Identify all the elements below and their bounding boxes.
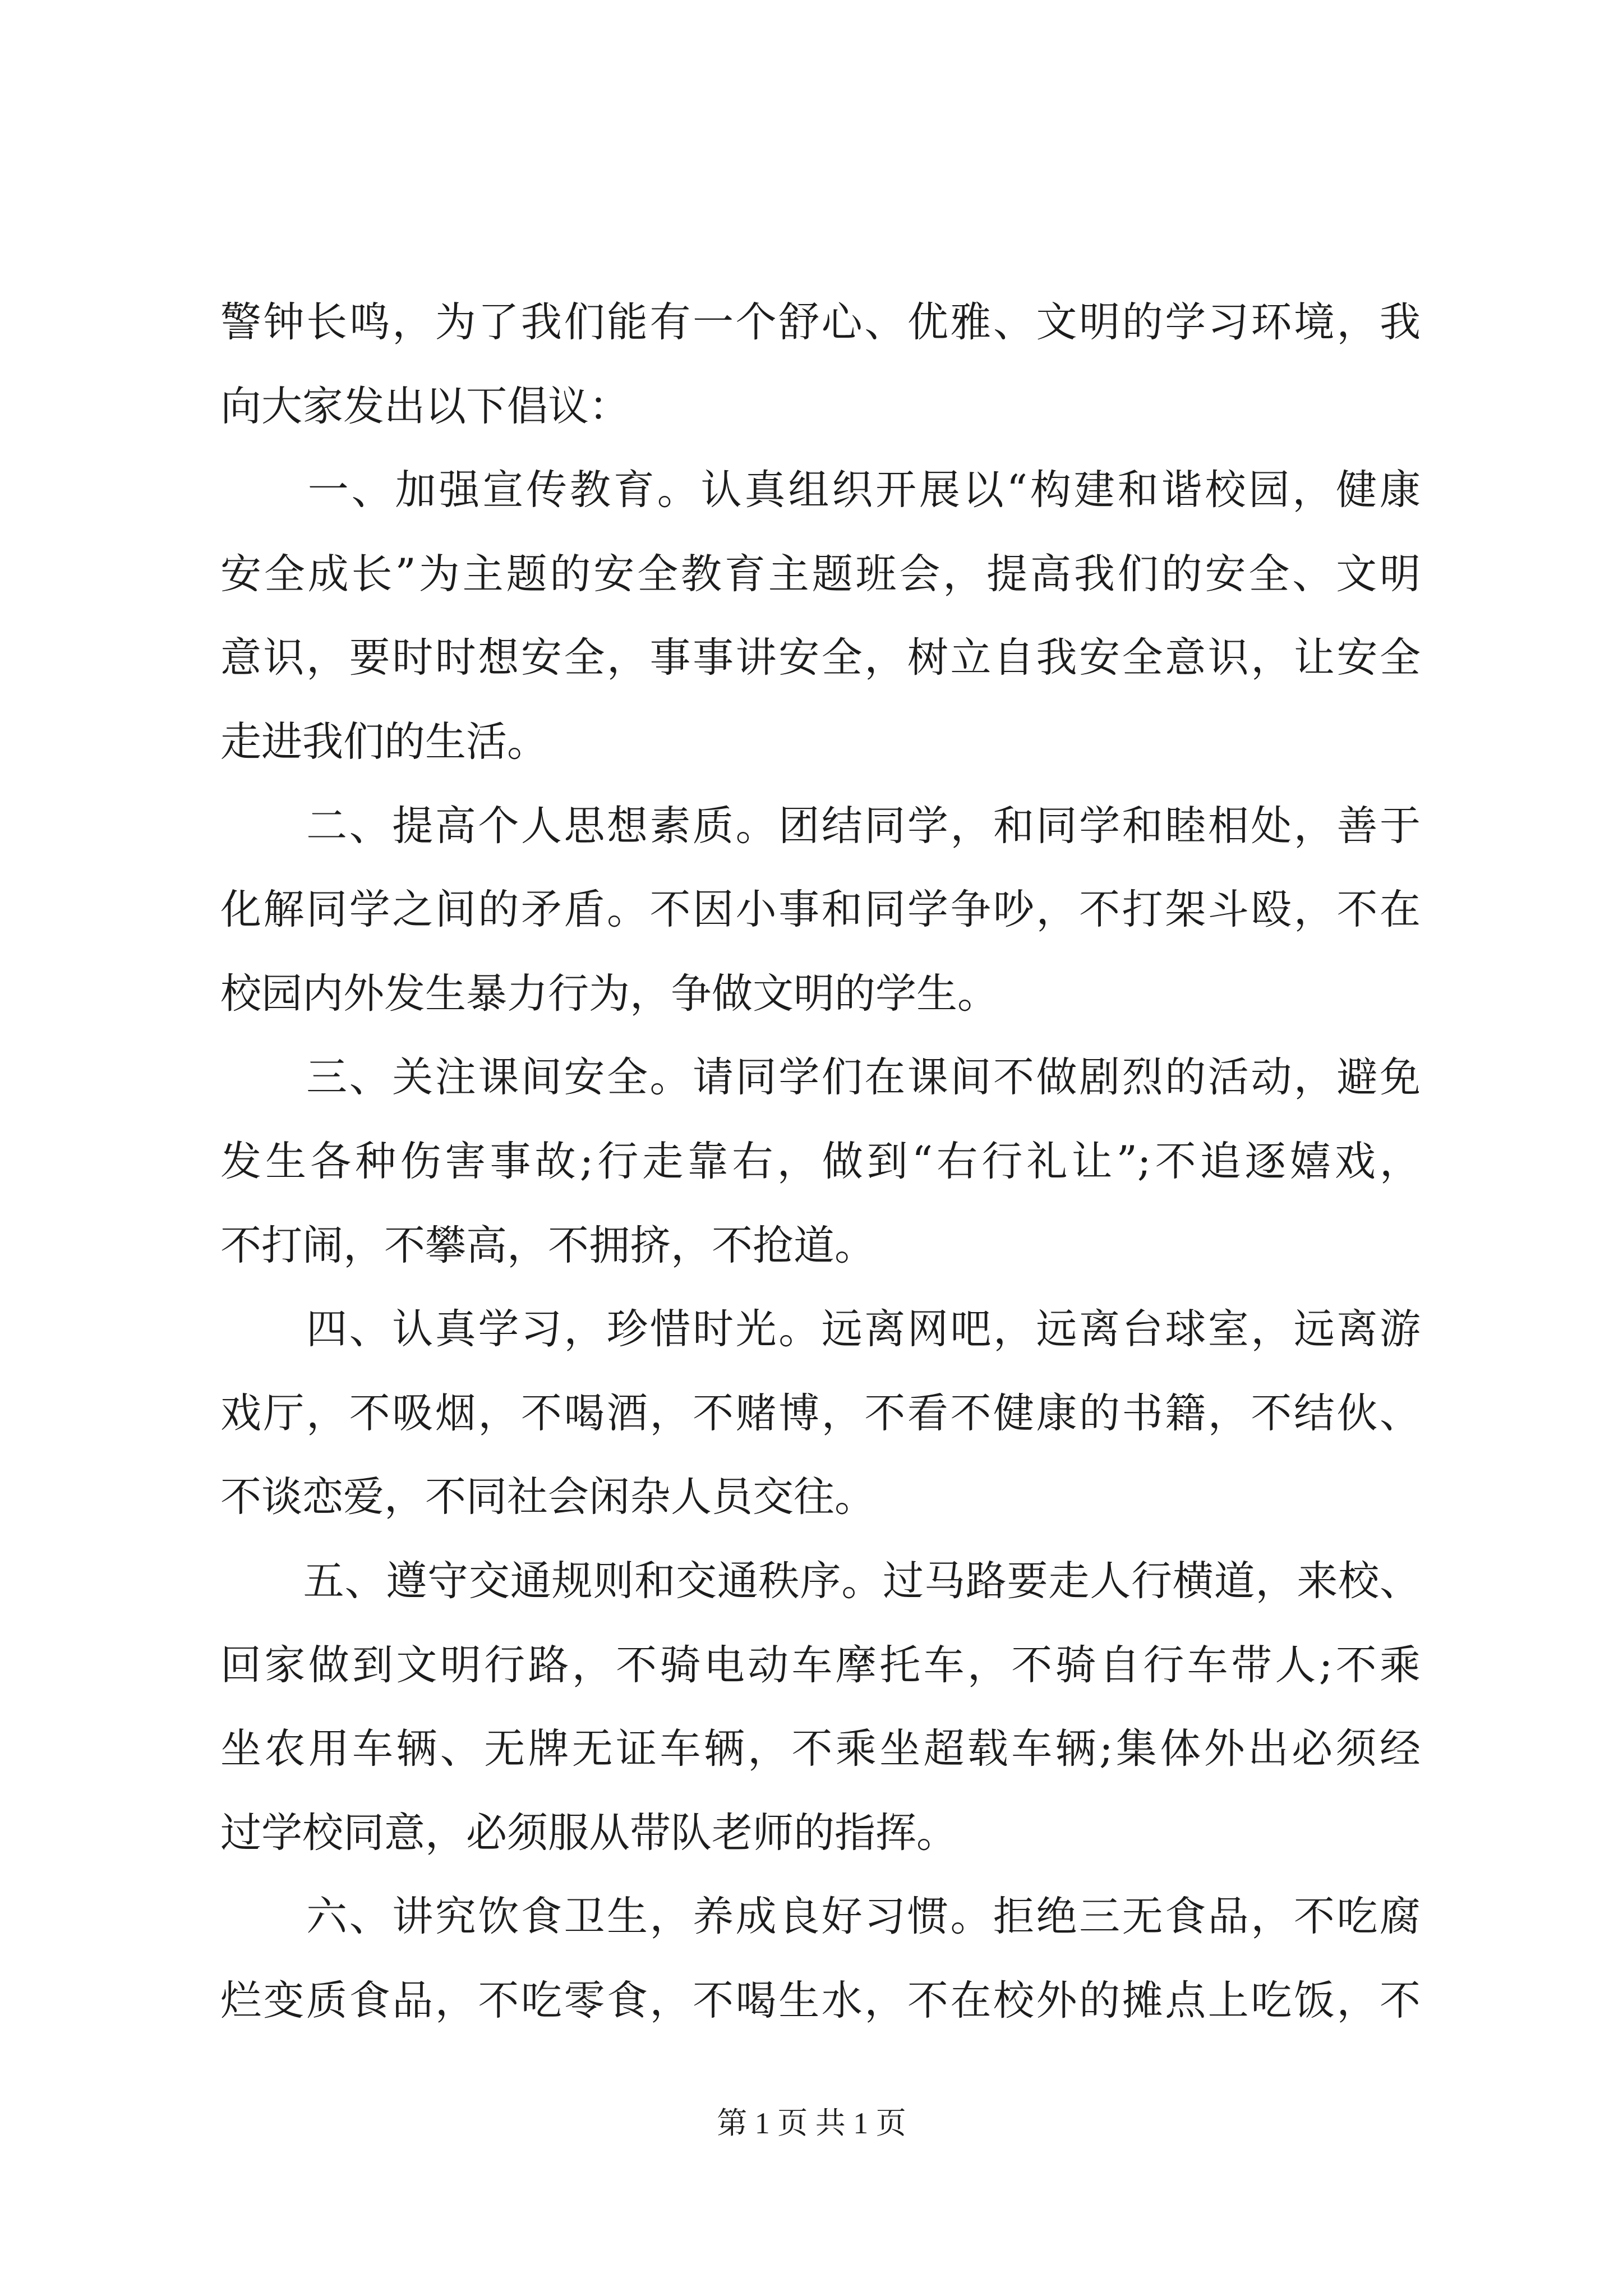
body-text-line: 警钟长鸣，为了我们能有一个舒心、优雅、文明的学习环境，我: [220, 298, 1421, 346]
body-text-line: 三、关注课间安全。请同学们在课间不做剧烈的活动，避免: [220, 1053, 1421, 1101]
body-text-line: 烂变质食品，不吃零食，不喝生水，不在校外的摊点上吃饭，不: [220, 1977, 1421, 2024]
body-text-line: 安全成长”为主题的安全教育主题班会，提高我们的安全、文明: [220, 550, 1421, 598]
body-text-line: 五、遵守交通规则和交通秩序。过马路要走人行横道，来校、: [220, 1557, 1421, 1605]
body-text-line: 一、加强宣传教育。认真组织开展以“构建和谐校园，健康: [220, 466, 1421, 514]
body-text-line: 意识，要时时想安全，事事讲安全，树立自我安全意识，让安全: [220, 634, 1421, 682]
body-text-line: 过学校同意，必须服从带队老师的指挥。: [220, 1809, 957, 1857]
page-footer: 第 1 页 共 1 页: [717, 2106, 906, 2140]
body-text-line: 不谈恋爱，不同社会闲杂人员交往。: [220, 1473, 875, 1521]
body-text-line: 不打闹，不攀高，不拥挤，不抢道。: [220, 1222, 875, 1269]
body-text-line: 二、提高个人思想素质。团结同学，和同学和睦相处，善于: [220, 802, 1421, 850]
body-text-line: 向大家发出以下倡议：: [220, 383, 630, 430]
body-text-line: 坐农用车辆、无牌无证车辆，不乘坐超载车辆;集体外出必须经: [220, 1725, 1421, 1773]
body-text-line: 校园内外发生暴力行为，争做文明的学生。: [220, 970, 998, 1018]
body-text-line: 六、讲究饮食卫生，养成良好习惯。拒绝三无食品，不吃腐: [220, 1893, 1421, 1940]
body-text-line: 化解同学之间的矛盾。不因小事和同学争吵，不打架斗殴，不在: [220, 886, 1421, 933]
body-text-line: 发生各种伤害事故;行走靠右，做到“右行礼让”;不追逐嬉戏，: [220, 1138, 1421, 1185]
body-text-line: 回家做到文明行路，不骑电动车摩托车，不骑自行车带人;不乘: [220, 1641, 1421, 1689]
body-text-line: 戏厅，不吸烟，不喝酒，不赌博，不看不健康的书籍，不结伙、: [220, 1389, 1421, 1437]
body-text-line: 四、认真学习，珍惜时光。远离网吧，远离台球室，远离游: [220, 1305, 1421, 1353]
body-text-line: 走进我们的生活。: [220, 718, 548, 766]
